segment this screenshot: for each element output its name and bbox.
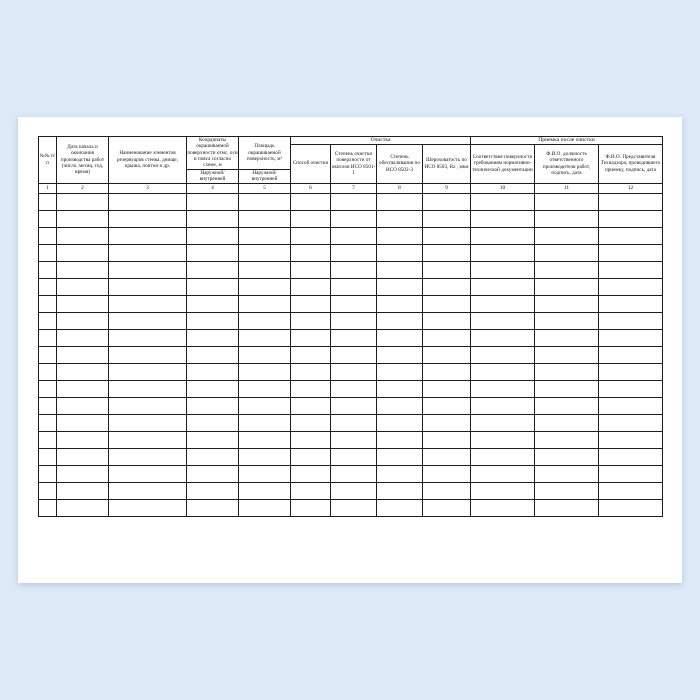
- col-number-10: 10: [471, 183, 535, 193]
- header-group-row: [39, 137, 663, 145]
- table-cell[interactable]: [187, 227, 239, 244]
- registration-table: [38, 136, 663, 517]
- table-cell[interactable]: [57, 244, 109, 261]
- table-cell[interactable]: [291, 346, 331, 363]
- table-cell[interactable]: [57, 312, 109, 329]
- table-cell[interactable]: [535, 363, 599, 380]
- group-header-acceptance: Приемка после очистки: [471, 137, 663, 145]
- table-cell[interactable]: [57, 295, 109, 312]
- table-cell[interactable]: [535, 261, 599, 278]
- table-cell[interactable]: [331, 414, 377, 431]
- table-cell[interactable]: [57, 499, 109, 516]
- table-cell[interactable]: [39, 210, 57, 227]
- table-cell[interactable]: [239, 193, 291, 210]
- group-header-area: Площадь окрашиваемой поверхность, м²: [239, 137, 291, 170]
- table-row[interactable]: [39, 244, 663, 261]
- col-header-1: №№ п/п: [39, 137, 57, 184]
- table-cell[interactable]: [239, 346, 291, 363]
- col-number-4: 4: [187, 183, 239, 193]
- table-cell[interactable]: [423, 431, 471, 448]
- table-cell[interactable]: [187, 193, 239, 210]
- table-cell[interactable]: [599, 312, 663, 329]
- table-cell[interactable]: [57, 227, 109, 244]
- table-cell[interactable]: [39, 431, 57, 448]
- table-cell[interactable]: [377, 295, 423, 312]
- table-cell[interactable]: [57, 448, 109, 465]
- table-cell[interactable]: [377, 261, 423, 278]
- table-cell[interactable]: [239, 261, 291, 278]
- table-cell[interactable]: [57, 346, 109, 363]
- table-cell[interactable]: [599, 499, 663, 516]
- table-cell[interactable]: [109, 295, 187, 312]
- table-cell[interactable]: [239, 227, 291, 244]
- table-cell[interactable]: [291, 261, 331, 278]
- table-cell[interactable]: [535, 465, 599, 482]
- table-cell[interactable]: [291, 227, 331, 244]
- table-cell[interactable]: [109, 346, 187, 363]
- table-cell[interactable]: [331, 363, 377, 380]
- table-cell[interactable]: [57, 210, 109, 227]
- table-cell[interactable]: [109, 244, 187, 261]
- table-cell[interactable]: [599, 346, 663, 363]
- table-cell[interactable]: [291, 193, 331, 210]
- table-cell[interactable]: [57, 380, 109, 397]
- table-cell[interactable]: [109, 414, 187, 431]
- table-cell[interactable]: [599, 431, 663, 448]
- table-cell[interactable]: [377, 227, 423, 244]
- table-cell[interactable]: [535, 193, 599, 210]
- table-cell[interactable]: [291, 465, 331, 482]
- table-cell[interactable]: [291, 312, 331, 329]
- table-cell[interactable]: [377, 465, 423, 482]
- table-cell[interactable]: [57, 329, 109, 346]
- table-cell[interactable]: [239, 312, 291, 329]
- table-cell[interactable]: [535, 210, 599, 227]
- table-cell[interactable]: [471, 414, 535, 431]
- col-number-8: 8: [377, 183, 423, 193]
- table-cell[interactable]: [599, 244, 663, 261]
- table-cell[interactable]: [471, 193, 535, 210]
- table-cell[interactable]: [109, 397, 187, 414]
- col-header-8: Степень обеспыливания по ИСО 8502-3: [377, 144, 423, 183]
- table-cell[interactable]: [39, 295, 57, 312]
- table-cell[interactable]: [109, 227, 187, 244]
- table-cell[interactable]: [471, 312, 535, 329]
- table-cell[interactable]: [39, 380, 57, 397]
- table-cell[interactable]: [423, 261, 471, 278]
- table-cell[interactable]: [187, 346, 239, 363]
- table-cell[interactable]: [377, 346, 423, 363]
- table-row[interactable]: [39, 431, 663, 448]
- table-cell[interactable]: [239, 244, 291, 261]
- col-header-4: Наружной/ внутренней: [187, 169, 239, 183]
- col-number-3: 3: [109, 183, 187, 193]
- table-row[interactable]: [39, 193, 663, 210]
- table-cell[interactable]: [423, 397, 471, 414]
- table-cell[interactable]: [187, 499, 239, 516]
- table-row[interactable]: [39, 465, 663, 482]
- col-header-6: Способ очистки: [291, 144, 331, 183]
- table-cell[interactable]: [57, 414, 109, 431]
- table-cell[interactable]: [239, 380, 291, 397]
- table-cell[interactable]: [291, 278, 331, 295]
- table-cell[interactable]: [291, 329, 331, 346]
- table-cell[interactable]: [471, 227, 535, 244]
- table-row[interactable]: [39, 329, 663, 346]
- table-cell[interactable]: [331, 380, 377, 397]
- table-cell[interactable]: [377, 244, 423, 261]
- table-cell[interactable]: [423, 380, 471, 397]
- table-cell[interactable]: [109, 448, 187, 465]
- group-header-cleaning: Очистка: [291, 137, 471, 145]
- table-cell[interactable]: [423, 227, 471, 244]
- table-cell[interactable]: [599, 193, 663, 210]
- table-area: [38, 136, 662, 560]
- table-cell[interactable]: [599, 295, 663, 312]
- table-cell[interactable]: [471, 295, 535, 312]
- table-cell[interactable]: [377, 193, 423, 210]
- table-cell[interactable]: [471, 397, 535, 414]
- table-row[interactable]: [39, 499, 663, 516]
- table-cell[interactable]: [291, 499, 331, 516]
- table-row[interactable]: [39, 312, 663, 329]
- table-cell[interactable]: [423, 448, 471, 465]
- table-cell[interactable]: [39, 397, 57, 414]
- table-cell[interactable]: [423, 414, 471, 431]
- table-cell[interactable]: [599, 414, 663, 431]
- table-cell[interactable]: [535, 414, 599, 431]
- table-cell[interactable]: [187, 397, 239, 414]
- table-cell[interactable]: [599, 227, 663, 244]
- table-cell[interactable]: [471, 465, 535, 482]
- table-cell[interactable]: [239, 363, 291, 380]
- table-cell[interactable]: [239, 431, 291, 448]
- table-cell[interactable]: [109, 363, 187, 380]
- table-cell[interactable]: [471, 431, 535, 448]
- table-cell[interactable]: [291, 482, 331, 499]
- table-cell[interactable]: [239, 397, 291, 414]
- group-header-coordinates: Координаты окрашиваемой поверхности отмс, оси и пояса согласно схеме, м: [187, 137, 238, 169]
- table-cell[interactable]: [187, 363, 239, 380]
- table-cell[interactable]: [599, 210, 663, 227]
- table-row[interactable]: [39, 227, 663, 244]
- table-cell[interactable]: [599, 448, 663, 465]
- table-cell[interactable]: [291, 210, 331, 227]
- table-cell[interactable]: [187, 295, 239, 312]
- table-cell[interactable]: [377, 312, 423, 329]
- table-row[interactable]: [39, 261, 663, 278]
- table-cell[interactable]: [239, 499, 291, 516]
- table-cell[interactable]: [109, 312, 187, 329]
- table-cell[interactable]: [471, 482, 535, 499]
- table-row[interactable]: [39, 448, 663, 465]
- table-cell[interactable]: [423, 499, 471, 516]
- table-cell[interactable]: [187, 261, 239, 278]
- table-cell[interactable]: [535, 295, 599, 312]
- table-cell[interactable]: [239, 210, 291, 227]
- col-header-10: Соответствие поверхности требованиям нормативно-технической документации: [471, 144, 535, 183]
- table-cell[interactable]: [599, 261, 663, 278]
- table-cell[interactable]: [187, 210, 239, 227]
- table-row[interactable]: [39, 278, 663, 295]
- col-number-9: 9: [423, 183, 471, 193]
- table-cell[interactable]: [109, 380, 187, 397]
- table-cell[interactable]: [331, 397, 377, 414]
- table-cell[interactable]: [599, 397, 663, 414]
- table-cell[interactable]: [331, 193, 377, 210]
- table-cell[interactable]: [57, 431, 109, 448]
- table-cell[interactable]: [187, 482, 239, 499]
- table-cell[interactable]: [377, 380, 423, 397]
- table-cell[interactable]: [239, 278, 291, 295]
- table-cell[interactable]: [471, 210, 535, 227]
- col-header-12: Ф.И.О. Представителя Технадзора, проводившего приемку, подпись, дата: [599, 144, 663, 183]
- table-cell[interactable]: [331, 295, 377, 312]
- table-cell[interactable]: [39, 329, 57, 346]
- table-cell[interactable]: [39, 244, 57, 261]
- table-cell[interactable]: [291, 397, 331, 414]
- table-cell[interactable]: [57, 261, 109, 278]
- table-cell[interactable]: [239, 482, 291, 499]
- table-cell[interactable]: [471, 244, 535, 261]
- table-cell[interactable]: [39, 363, 57, 380]
- table-cell[interactable]: [423, 482, 471, 499]
- table-cell[interactable]: [39, 465, 57, 482]
- table-cell[interactable]: [291, 431, 331, 448]
- table-cell[interactable]: [187, 448, 239, 465]
- table-cell[interactable]: [187, 244, 239, 261]
- table-row[interactable]: [39, 346, 663, 363]
- table-cell[interactable]: [239, 465, 291, 482]
- table-cell[interactable]: [471, 363, 535, 380]
- table-cell[interactable]: [187, 312, 239, 329]
- col-number-12: 12: [599, 183, 663, 193]
- table-cell[interactable]: [423, 346, 471, 363]
- table-cell[interactable]: [39, 448, 57, 465]
- table-cell[interactable]: [291, 244, 331, 261]
- col-number-11: 11: [535, 183, 599, 193]
- col-header-3: Наименование элементов резервуаров стенка, днище, крыша, понтон и др.: [109, 137, 187, 184]
- table-cell[interactable]: [57, 397, 109, 414]
- col-header-9: Шероховатость по ИСО 8503, Rz , мкм: [423, 144, 471, 183]
- col-header-5: Наружной/ внутренней: [239, 169, 291, 183]
- table-cell[interactable]: [39, 312, 57, 329]
- table-cell[interactable]: [331, 465, 377, 482]
- table-cell[interactable]: [239, 295, 291, 312]
- table-cell[interactable]: [599, 380, 663, 397]
- table-cell[interactable]: [39, 261, 57, 278]
- table-cell[interactable]: [187, 329, 239, 346]
- table-cell[interactable]: [535, 244, 599, 261]
- table-cell[interactable]: [535, 397, 599, 414]
- table-cell[interactable]: [331, 329, 377, 346]
- table-cell[interactable]: [423, 312, 471, 329]
- table-cell[interactable]: [471, 261, 535, 278]
- table-row[interactable]: [39, 210, 663, 227]
- table-cell[interactable]: [187, 278, 239, 295]
- table-cell[interactable]: [109, 329, 187, 346]
- table-cell[interactable]: [535, 448, 599, 465]
- table-cell[interactable]: [57, 193, 109, 210]
- table-cell[interactable]: [535, 431, 599, 448]
- table-cell[interactable]: [331, 227, 377, 244]
- table-cell[interactable]: [535, 380, 599, 397]
- table-cell[interactable]: [109, 193, 187, 210]
- table-cell[interactable]: [331, 482, 377, 499]
- table-cell[interactable]: [331, 499, 377, 516]
- table-cell[interactable]: [377, 210, 423, 227]
- table-cell[interactable]: [39, 499, 57, 516]
- table-cell[interactable]: [599, 482, 663, 499]
- table-cell[interactable]: [599, 465, 663, 482]
- table-cell[interactable]: [471, 448, 535, 465]
- table-cell[interactable]: [57, 465, 109, 482]
- column-number-row: [39, 183, 663, 193]
- table-cell[interactable]: [291, 363, 331, 380]
- table-cell[interactable]: [535, 482, 599, 499]
- table-row[interactable]: [39, 295, 663, 312]
- table-cell[interactable]: [423, 363, 471, 380]
- table-row[interactable]: [39, 414, 663, 431]
- table-cell[interactable]: [535, 499, 599, 516]
- table-row[interactable]: [39, 397, 663, 414]
- table-cell[interactable]: [535, 312, 599, 329]
- table-cell[interactable]: [423, 193, 471, 210]
- table-cell[interactable]: [39, 346, 57, 363]
- table-cell[interactable]: [187, 380, 239, 397]
- table-cell[interactable]: [377, 482, 423, 499]
- table-row[interactable]: [39, 482, 663, 499]
- table-cell[interactable]: [471, 278, 535, 295]
- table-cell[interactable]: [57, 482, 109, 499]
- table-cell[interactable]: [535, 278, 599, 295]
- table-cell[interactable]: [109, 482, 187, 499]
- table-cell[interactable]: [109, 278, 187, 295]
- table-cell[interactable]: [423, 210, 471, 227]
- table-cell[interactable]: [331, 312, 377, 329]
- table-cell[interactable]: [187, 431, 239, 448]
- table-cell[interactable]: [239, 448, 291, 465]
- table-cell[interactable]: [377, 397, 423, 414]
- table-cell[interactable]: [471, 329, 535, 346]
- table-cell[interactable]: [187, 465, 239, 482]
- table-cell[interactable]: [39, 193, 57, 210]
- col-header-7: Степень очистки поверхности от окислов ИСО 8501-1: [331, 144, 377, 183]
- col-number-5: 5: [239, 183, 291, 193]
- table-cell[interactable]: [423, 465, 471, 482]
- table-cell[interactable]: [331, 278, 377, 295]
- table-cell[interactable]: [291, 448, 331, 465]
- table-cell[interactable]: [331, 346, 377, 363]
- col-number-1: 1: [39, 183, 57, 193]
- table-cell[interactable]: [423, 329, 471, 346]
- table-cell[interactable]: [535, 346, 599, 363]
- table-cell[interactable]: [377, 363, 423, 380]
- col-header-2: Дата начала и окончания производства работ (число, месяц, год, время): [57, 137, 109, 184]
- table-cell[interactable]: [331, 431, 377, 448]
- table-cell[interactable]: [331, 210, 377, 227]
- table-cell[interactable]: [239, 329, 291, 346]
- table-cell[interactable]: [599, 329, 663, 346]
- table-cell[interactable]: [471, 499, 535, 516]
- table-cell[interactable]: [39, 482, 57, 499]
- table-cell[interactable]: [57, 363, 109, 380]
- table-cell[interactable]: [377, 499, 423, 516]
- table-cell[interactable]: [331, 261, 377, 278]
- table-row[interactable]: [39, 380, 663, 397]
- table-cell[interactable]: [109, 499, 187, 516]
- table-cell[interactable]: [109, 431, 187, 448]
- table-cell[interactable]: [39, 414, 57, 431]
- table-cell[interactable]: [471, 346, 535, 363]
- table-cell[interactable]: [423, 278, 471, 295]
- table-cell[interactable]: [535, 329, 599, 346]
- document-page: [18, 117, 682, 583]
- table-cell[interactable]: [377, 414, 423, 431]
- table-cell[interactable]: [331, 244, 377, 261]
- table-cell[interactable]: [109, 465, 187, 482]
- table-cell[interactable]: [535, 227, 599, 244]
- table-cell[interactable]: [377, 431, 423, 448]
- table-cell[interactable]: [423, 295, 471, 312]
- col-number-6: 6: [291, 183, 331, 193]
- table-cell[interactable]: [599, 363, 663, 380]
- col-header-11: Ф.И.О. должность ответственного производителя работ, подпись, дата: [535, 144, 599, 183]
- table-cell[interactable]: [39, 227, 57, 244]
- table-cell[interactable]: [187, 414, 239, 431]
- table-cell[interactable]: [377, 329, 423, 346]
- table-cell[interactable]: [109, 261, 187, 278]
- table-cell[interactable]: [291, 414, 331, 431]
- table-cell[interactable]: [57, 278, 109, 295]
- table-head: [39, 137, 663, 194]
- table-cell[interactable]: [291, 295, 331, 312]
- table-body: [39, 193, 663, 516]
- table-cell[interactable]: [331, 448, 377, 465]
- table-cell[interactable]: [39, 278, 57, 295]
- table-cell[interactable]: [109, 210, 187, 227]
- table-cell[interactable]: [423, 244, 471, 261]
- col-number-7: 7: [331, 183, 377, 193]
- table-cell[interactable]: [377, 448, 423, 465]
- table-cell[interactable]: [291, 380, 331, 397]
- table-row[interactable]: [39, 363, 663, 380]
- table-cell[interactable]: [377, 278, 423, 295]
- table-cell[interactable]: [239, 414, 291, 431]
- table-cell[interactable]: [471, 380, 535, 397]
- col-number-2: 2: [57, 183, 109, 193]
- table-cell[interactable]: [599, 278, 663, 295]
